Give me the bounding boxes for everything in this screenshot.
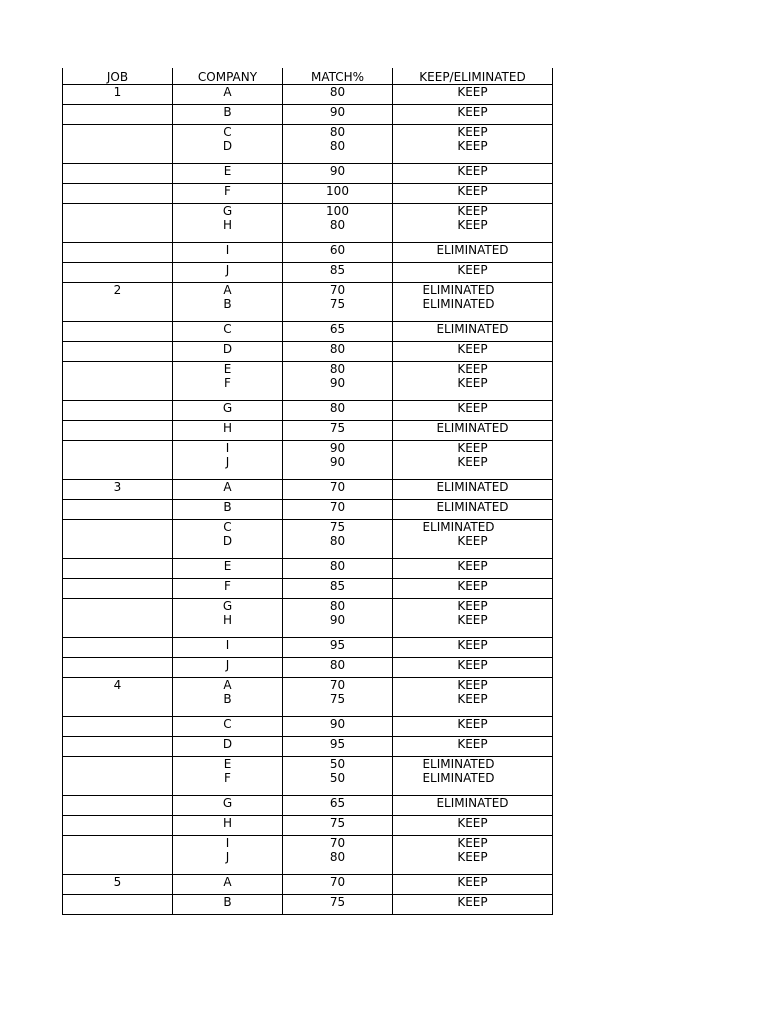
- company-cell: [173, 579, 283, 599]
- company-cell: [173, 559, 283, 579]
- status-label: KEEP: [457, 441, 488, 455]
- company-name: D: [222, 737, 233, 751]
- status-label: KEEP: [457, 816, 488, 830]
- match-cell: [283, 263, 393, 283]
- table-row: [63, 362, 553, 401]
- status-cell: [393, 105, 553, 125]
- company-name: A: [223, 480, 232, 494]
- status-label: KEEP: [457, 658, 488, 672]
- job-cell: [63, 638, 173, 658]
- table-row: [63, 401, 553, 421]
- match-value: 85: [329, 579, 346, 593]
- status-label: ELIMINATED: [422, 520, 495, 534]
- status-label: ELIMINATED: [436, 322, 509, 336]
- status-label: KEEP: [457, 559, 488, 573]
- match-value: 70: [329, 678, 346, 692]
- status-label: KEEP: [457, 678, 488, 692]
- match-value: 75: [329, 520, 346, 534]
- status-cell: [393, 678, 553, 717]
- match-value: 75: [329, 816, 346, 830]
- match-cell: [283, 875, 393, 895]
- match-cell: [283, 85, 393, 105]
- status-label: KEEP: [457, 455, 488, 469]
- match-cell: [283, 125, 393, 164]
- header-match: MATCH%: [283, 68, 393, 85]
- company-cell: [173, 717, 283, 737]
- status-label: KEEP: [457, 638, 488, 652]
- company-name: F: [224, 376, 231, 390]
- match-cell: [283, 480, 393, 500]
- match-cell: [283, 441, 393, 480]
- status-cell: [393, 125, 553, 164]
- match-value: 80: [329, 342, 346, 356]
- match-value: 50: [329, 757, 346, 771]
- company-cell: [173, 263, 283, 283]
- status-label: KEEP: [457, 850, 488, 864]
- match-value: 80: [329, 125, 346, 139]
- company-cell: [173, 816, 283, 836]
- header-job: JOB: [63, 68, 173, 85]
- table-row: [63, 875, 553, 895]
- status-label: KEEP: [457, 895, 488, 909]
- job-match-table: [62, 68, 553, 915]
- table-row: [63, 816, 553, 836]
- header-row: [63, 68, 553, 85]
- match-value: 80: [329, 534, 346, 548]
- job-cell: [63, 895, 173, 915]
- status-label: KEEP: [457, 737, 488, 751]
- job-cell: [63, 816, 173, 836]
- match-value: 90: [329, 376, 346, 390]
- job-cell: [63, 796, 173, 816]
- company-cell: [173, 322, 283, 342]
- table-row: [63, 638, 553, 658]
- job-cell: [63, 559, 173, 579]
- company-name: D: [222, 342, 233, 356]
- company-name: J: [225, 263, 230, 277]
- status-label: KEEP: [457, 85, 488, 99]
- company-name: F: [224, 771, 231, 785]
- match-cell: [283, 500, 393, 520]
- match-value: 60: [329, 243, 346, 257]
- match-value: 80: [329, 850, 346, 864]
- match-value: 70: [329, 500, 346, 514]
- job-cell: [63, 875, 173, 895]
- table-row: [63, 441, 553, 480]
- company-name: G: [222, 796, 233, 810]
- status-label: KEEP: [457, 184, 488, 198]
- company-name: A: [223, 85, 232, 99]
- table-row: [63, 480, 553, 500]
- status-cell: [393, 204, 553, 243]
- status-cell: [393, 480, 553, 500]
- status-cell: [393, 658, 553, 678]
- company-name: E: [223, 559, 232, 573]
- status-label: ELIMINATED: [422, 757, 495, 771]
- company-name: C: [223, 717, 232, 731]
- job-cell: [63, 362, 173, 401]
- table-row: [63, 421, 553, 441]
- status-label: ELIMINATED: [422, 283, 495, 297]
- match-cell: [283, 658, 393, 678]
- company-cell: [173, 184, 283, 204]
- job-cell: [63, 658, 173, 678]
- match-value: 90: [329, 455, 346, 469]
- status-cell: [393, 263, 553, 283]
- job-cell: [63, 283, 173, 322]
- job-cell: [63, 105, 173, 125]
- match-value: 80: [329, 218, 346, 232]
- company-name: E: [223, 164, 232, 178]
- company-cell: [173, 204, 283, 243]
- match-value: 70: [329, 836, 346, 850]
- status-label: KEEP: [457, 401, 488, 415]
- match-value: 70: [329, 875, 346, 889]
- match-value: 70: [329, 283, 346, 297]
- company-cell: [173, 283, 283, 322]
- table-row: [63, 796, 553, 816]
- company-cell: [173, 599, 283, 638]
- job-cell: [63, 717, 173, 737]
- job-cell: [63, 737, 173, 757]
- match-value: 50: [329, 771, 346, 785]
- table-row: [63, 737, 553, 757]
- job-cell: [63, 85, 173, 105]
- status-cell: [393, 895, 553, 915]
- status-cell: [393, 717, 553, 737]
- job-cell: [63, 164, 173, 184]
- job-cell: [63, 500, 173, 520]
- match-cell: [283, 579, 393, 599]
- company-cell: [173, 796, 283, 816]
- status-cell: [393, 599, 553, 638]
- match-cell: [283, 678, 393, 717]
- company-name: B: [223, 105, 232, 119]
- job-cell: [63, 342, 173, 362]
- table-row: [63, 717, 553, 737]
- company-name: C: [223, 520, 232, 534]
- company-name: I: [225, 243, 230, 257]
- table-row: [63, 322, 553, 342]
- company-name: F: [224, 579, 231, 593]
- company-name: H: [222, 613, 233, 627]
- job-cell: [63, 421, 173, 441]
- company-cell: [173, 85, 283, 105]
- job-cell: [63, 579, 173, 599]
- job-cell: [63, 599, 173, 638]
- company-name: J: [225, 658, 230, 672]
- match-value: 75: [329, 421, 346, 435]
- status-cell: [393, 737, 553, 757]
- table-row: [63, 342, 553, 362]
- job-number: 3: [113, 480, 122, 494]
- match-value: 95: [329, 638, 346, 652]
- status-label: KEEP: [457, 105, 488, 119]
- status-label: KEEP: [457, 164, 488, 178]
- status-label: KEEP: [457, 139, 488, 153]
- company-cell: [173, 243, 283, 263]
- company-cell: [173, 757, 283, 796]
- status-cell: [393, 342, 553, 362]
- job-number: 2: [113, 283, 122, 297]
- company-name: A: [223, 875, 232, 889]
- match-value: 70: [329, 480, 346, 494]
- company-cell: [173, 875, 283, 895]
- company-name: G: [222, 204, 233, 218]
- company-name: H: [222, 421, 233, 435]
- status-label: ELIMINATED: [436, 480, 509, 494]
- company-cell: [173, 164, 283, 184]
- company-name: B: [223, 895, 232, 909]
- company-cell: [173, 836, 283, 875]
- match-cell: [283, 283, 393, 322]
- job-cell: [63, 678, 173, 717]
- company-name: I: [225, 638, 230, 652]
- status-label: KEEP: [457, 692, 488, 706]
- match-cell: [283, 243, 393, 263]
- company-name: B: [223, 500, 232, 514]
- company-name: C: [223, 125, 232, 139]
- status-label: KEEP: [457, 613, 488, 627]
- job-cell: [63, 757, 173, 796]
- match-value: 90: [329, 164, 346, 178]
- status-cell: [393, 579, 553, 599]
- match-cell: [283, 895, 393, 915]
- table-row: [63, 579, 553, 599]
- status-label: KEEP: [457, 579, 488, 593]
- match-value: 95: [329, 737, 346, 751]
- match-value: 80: [329, 658, 346, 672]
- company-cell: [173, 895, 283, 915]
- match-value: 65: [329, 322, 346, 336]
- table-row: [63, 283, 553, 322]
- match-cell: [283, 816, 393, 836]
- company-cell: [173, 737, 283, 757]
- header-company: COMPANY: [173, 68, 283, 85]
- match-value: 80: [329, 362, 346, 376]
- status-cell: [393, 421, 553, 441]
- table-row: [63, 204, 553, 243]
- match-cell: [283, 342, 393, 362]
- table-row: [63, 164, 553, 184]
- match-value: 90: [329, 441, 346, 455]
- status-label: ELIMINATED: [436, 796, 509, 810]
- status-label: ELIMINATED: [422, 297, 495, 311]
- match-cell: [283, 322, 393, 342]
- status-cell: [393, 875, 553, 895]
- company-name: D: [222, 139, 233, 153]
- match-value: 80: [329, 559, 346, 573]
- company-name: E: [223, 757, 232, 771]
- match-cell: [283, 362, 393, 401]
- status-label: KEEP: [457, 599, 488, 613]
- status-label: KEEP: [457, 875, 488, 889]
- table-row: [63, 836, 553, 875]
- table-row: [63, 85, 553, 105]
- status-cell: [393, 441, 553, 480]
- company-name: B: [223, 692, 232, 706]
- table-row: [63, 757, 553, 796]
- match-cell: [283, 520, 393, 559]
- table-row: [63, 658, 553, 678]
- status-label: KEEP: [457, 376, 488, 390]
- status-cell: [393, 500, 553, 520]
- match-cell: [283, 638, 393, 658]
- status-label: ELIMINATED: [422, 771, 495, 785]
- table-row: [63, 243, 553, 263]
- match-value: 80: [329, 139, 346, 153]
- status-cell: [393, 757, 553, 796]
- status-cell: [393, 85, 553, 105]
- company-cell: [173, 638, 283, 658]
- table-row: [63, 678, 553, 717]
- table-row: [63, 184, 553, 204]
- match-cell: [283, 421, 393, 441]
- company-name: D: [222, 534, 233, 548]
- status-label: ELIMINATED: [436, 421, 509, 435]
- job-number: 4: [113, 678, 122, 692]
- status-label: KEEP: [457, 218, 488, 232]
- status-cell: [393, 184, 553, 204]
- job-number: 5: [113, 875, 122, 889]
- company-name: J: [225, 455, 230, 469]
- status-cell: [393, 559, 553, 579]
- match-value: 75: [329, 692, 346, 706]
- status-label: KEEP: [457, 362, 488, 376]
- company-name: G: [222, 401, 233, 415]
- status-label: KEEP: [457, 204, 488, 218]
- match-value: 90: [329, 717, 346, 731]
- status-cell: [393, 638, 553, 658]
- company-name: B: [223, 297, 232, 311]
- match-value: 80: [329, 599, 346, 613]
- match-cell: [283, 757, 393, 796]
- table-row: [63, 263, 553, 283]
- status-cell: [393, 164, 553, 184]
- job-cell: [63, 520, 173, 559]
- company-cell: [173, 421, 283, 441]
- match-value: 75: [329, 895, 346, 909]
- status-label: KEEP: [457, 342, 488, 356]
- table-row: [63, 559, 553, 579]
- company-cell: [173, 105, 283, 125]
- job-cell: [63, 204, 173, 243]
- match-value: 80: [329, 401, 346, 415]
- table-row: [63, 125, 553, 164]
- company-name: J: [225, 850, 230, 864]
- job-cell: [63, 125, 173, 164]
- company-name: C: [223, 322, 232, 336]
- status-cell: [393, 816, 553, 836]
- status-cell: [393, 796, 553, 816]
- status-label: ELIMINATED: [436, 243, 509, 257]
- job-cell: [63, 184, 173, 204]
- company-cell: [173, 500, 283, 520]
- company-name: A: [223, 678, 232, 692]
- match-cell: [283, 796, 393, 816]
- match-value: 65: [329, 796, 346, 810]
- match-value: 80: [329, 85, 346, 99]
- company-name: G: [222, 599, 233, 613]
- match-cell: [283, 717, 393, 737]
- company-cell: [173, 125, 283, 164]
- table-body: [63, 68, 553, 915]
- job-number: 1: [113, 85, 122, 99]
- match-cell: [283, 599, 393, 638]
- job-cell: [63, 480, 173, 500]
- table-row: [63, 105, 553, 125]
- status-cell: [393, 322, 553, 342]
- match-cell: [283, 105, 393, 125]
- header-status: KEEP/ELIMINATED: [393, 68, 553, 85]
- job-cell: [63, 243, 173, 263]
- table-row: [63, 599, 553, 638]
- status-cell: [393, 362, 553, 401]
- table-row: [63, 500, 553, 520]
- match-cell: [283, 204, 393, 243]
- status-cell: [393, 520, 553, 559]
- company-name: A: [223, 283, 232, 297]
- match-cell: [283, 401, 393, 421]
- company-cell: [173, 342, 283, 362]
- company-cell: [173, 362, 283, 401]
- company-cell: [173, 441, 283, 480]
- match-cell: [283, 559, 393, 579]
- company-cell: [173, 480, 283, 500]
- status-label: KEEP: [457, 717, 488, 731]
- company-name: I: [225, 836, 230, 850]
- match-cell: [283, 164, 393, 184]
- status-label: KEEP: [457, 125, 488, 139]
- match-value: 90: [329, 613, 346, 627]
- status-label: ELIMINATED: [436, 500, 509, 514]
- job-cell: [63, 263, 173, 283]
- company-cell: [173, 520, 283, 559]
- status-cell: [393, 243, 553, 263]
- match-cell: [283, 737, 393, 757]
- job-cell: [63, 441, 173, 480]
- company-cell: [173, 658, 283, 678]
- match-cell: [283, 836, 393, 875]
- match-value: 100: [326, 204, 349, 218]
- match-cell: [283, 184, 393, 204]
- match-value: 85: [329, 263, 346, 277]
- company-cell: [173, 401, 283, 421]
- table-row: [63, 895, 553, 915]
- company-name: E: [223, 362, 232, 376]
- job-cell: [63, 322, 173, 342]
- company-name: H: [222, 816, 233, 830]
- match-value: 90: [329, 105, 346, 119]
- company-cell: [173, 678, 283, 717]
- status-label: KEEP: [457, 534, 488, 548]
- status-cell: [393, 836, 553, 875]
- table-row: [63, 520, 553, 559]
- match-value: 100: [326, 184, 349, 198]
- company-name: H: [222, 218, 233, 232]
- company-name: F: [224, 184, 231, 198]
- job-cell: [63, 836, 173, 875]
- status-cell: [393, 283, 553, 322]
- status-label: KEEP: [457, 263, 488, 277]
- status-cell: [393, 401, 553, 421]
- job-cell: [63, 401, 173, 421]
- company-name: I: [225, 441, 230, 455]
- match-value: 75: [329, 297, 346, 311]
- status-label: KEEP: [457, 836, 488, 850]
